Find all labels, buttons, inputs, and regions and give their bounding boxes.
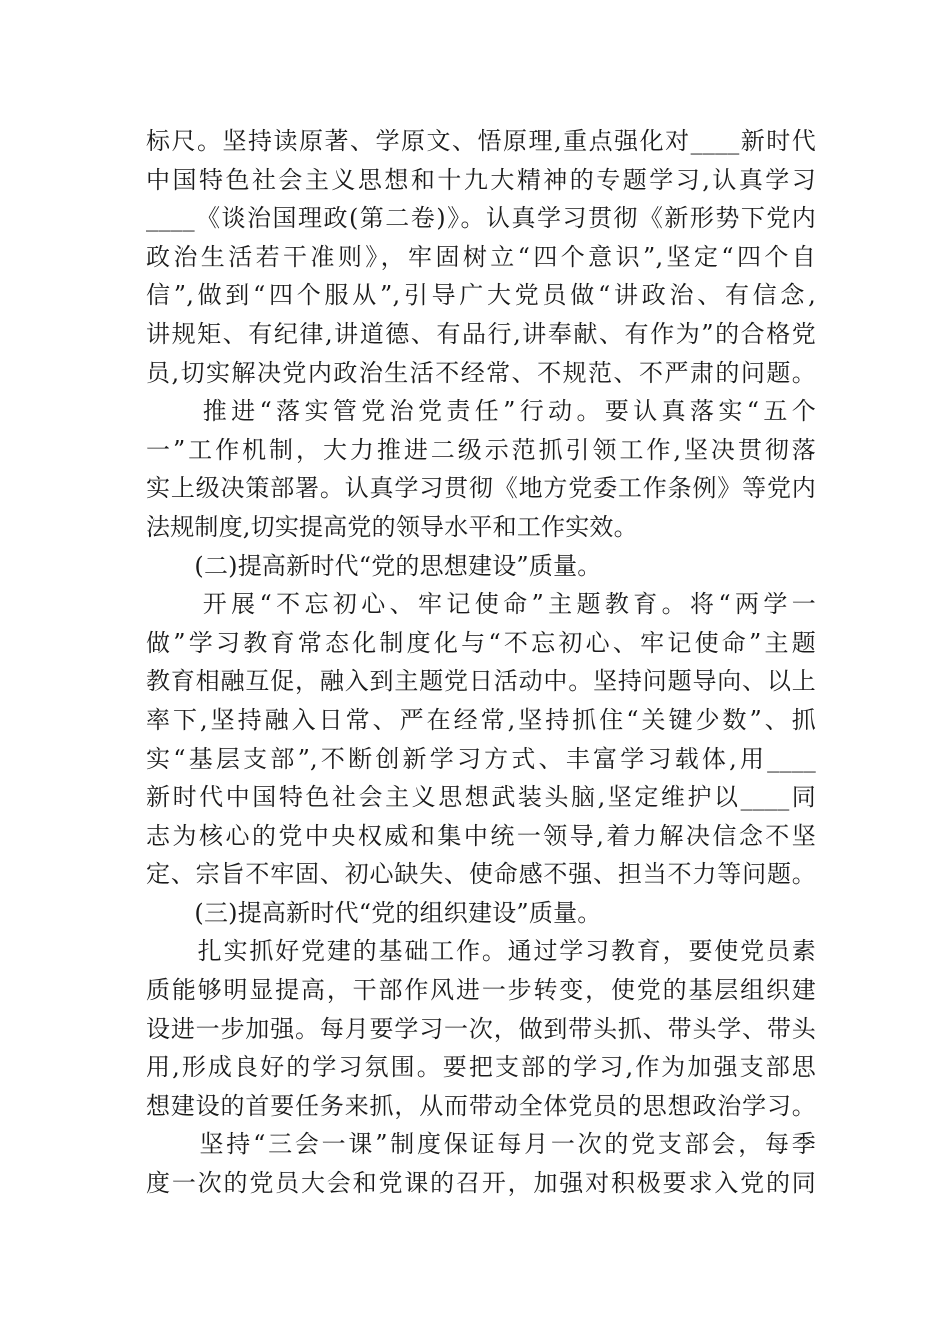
text-line-20: 定、宗旨不牢固、初心缺失、使命感不强、担当不力等问题。 xyxy=(146,860,816,889)
text-line-3: ____《谈治国理政(第二卷)》。认真学习贯彻《新形势下党内 xyxy=(146,204,816,233)
text-line-4: 政治生活若干准则》，牢固树立“四个意识”,坚定“四个自 xyxy=(146,242,816,271)
text-line-8: 推进“落实管党治党责任”行动。要认真落实“五个 xyxy=(146,397,816,426)
section-heading-3: (三)提高新时代“党的组织建设”质量。 xyxy=(146,898,602,927)
text-line-7: 员,切实解决党内政治生活不经常、不规范、不严肃的问题。 xyxy=(146,358,816,387)
text-line-15: 教育相融互促，融入到主题党日活动中。坚持问题导向、以上 xyxy=(146,667,816,696)
text-line-14: 做”学习教育常态化制度化与“不忘初心、牢记使命”主题 xyxy=(146,628,816,657)
body-text xyxy=(146,122,816,1203)
text-line-13: 开展“不忘初心、牢记使命”主题教育。将“两学一 xyxy=(146,590,816,619)
text-line-22: 扎实抓好党建的基础工作。通过学习教育，要使党员素 xyxy=(146,937,816,966)
text-line-17: 实“基层支部”,不断创新学习方式、丰富学习载体,用____ xyxy=(146,744,816,773)
text-line-18: 新时代中国特色社会主义思想武装头脑,坚定维护以____同 xyxy=(146,783,816,812)
text-line-19: 志为核心的党中央权威和集中统一领导,着力解决信念不坚 xyxy=(146,821,816,850)
text-line-1: 标尺。坚持读原著、学原文、悟原理,重点强化对____新时代 xyxy=(146,127,816,155)
text-line-26: 想建设的首要任务来抓，从而带动全体党员的思想政治学习。 xyxy=(146,1091,816,1120)
text-line-25: 用,形成良好的学习氛围。要把支部的学习,作为加强支部思 xyxy=(146,1053,816,1082)
text-line-5: 信”,做到“四个服从”,引导广大党员做“讲政治、有信念, xyxy=(146,281,816,310)
text-line-11: 法规制度,切实提高党的领导水平和工作实效。 xyxy=(146,512,638,541)
text-line-16: 率下,坚持融入日常、严在经常,坚持抓住“关键少数”、抓 xyxy=(146,705,816,734)
text-line-28: 度一次的党员大会和党课的召开，加强对积极要求入党的同 xyxy=(146,1169,816,1198)
text-line-10: 实上级决策部署。认真学习贯彻《地方党委工作条例》等党内 xyxy=(146,474,816,503)
text-line-23: 质能够明显提高，干部作风进一步转变，使党的基层组织建 xyxy=(146,976,816,1005)
text-line-27: 坚持“三会一课”制度保证每月一次的党支部会，每季 xyxy=(146,1130,816,1159)
section-heading-2: (二)提高新时代“党的思想建设”质量。 xyxy=(146,551,602,580)
text-line-2: 中国特色社会主义思想和十九大精神的专题学习,认真学习 xyxy=(146,165,816,194)
text-line-9: 一”工作机制，大力推进二级示范抓引领工作,坚决贯彻落 xyxy=(146,435,816,464)
text-line-6: 讲规矩、有纪律,讲道德、有品行,讲奉献、有作为”的合格党 xyxy=(146,319,816,348)
text-line-24: 设进一步加强。每月要学习一次，做到带头抓、带头学、带头 xyxy=(146,1014,816,1043)
